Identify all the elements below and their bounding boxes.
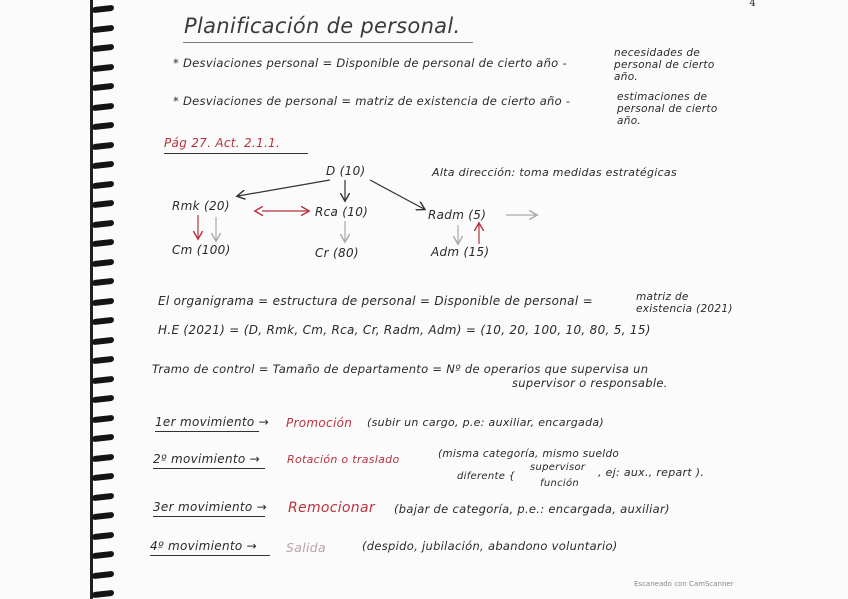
arrow-d-radm [370,180,424,209]
page-reference: Pág 27. Act. 2.1.1. [164,136,281,150]
org-cm: Cm (100) [172,243,231,257]
movement-1-label: 1er movimiento → [155,415,269,429]
rotation-option-1: supervisor [530,462,586,473]
arrow-d-rmk [238,180,330,196]
corner-mark: 4 [749,0,756,9]
page-title: Planificación de personal. [184,14,461,38]
movement-3-keyword: Remocionar [288,500,375,516]
organigram-line-2: H.E (2021) = (D, Rmk, Cm, Rca, Cr, Radm, Adm) = (10, 20, 100, 10, 80, 5, 15) [158,323,651,337]
org-adm: Adm (15) [431,245,490,259]
movement-3-underline [153,516,265,517]
org-note: Alta dirección: toma medidas estratégicas [432,166,677,179]
movement-4-underline [150,555,270,556]
movement-4-label: 4º movimiento → [150,539,257,553]
rotation-example: , ej: aux., repart ). [598,466,705,479]
movement-1-underline [155,431,259,432]
rotation-option-2: función [540,478,580,489]
org-cr: Cr (80) [315,246,359,260]
definition-2-note: estimaciones de personal de cierto año. [617,91,718,127]
rotation-prefix: diferente { [457,471,516,482]
org-radm: Radm (5) [428,208,487,222]
org-director: D (10) [326,164,366,178]
movement-2-detail: (misma categoría, mismo sueldo [438,448,620,460]
organigram-line-1-end: matriz de existencia (2021) [636,291,733,315]
scanner-watermark: Escaneado con CamScanner [634,580,734,588]
movement-2-keyword: Rotación o traslado [287,453,400,466]
org-rmk: Rmk (20) [172,199,230,213]
movement-2-underline [153,468,265,469]
movement-2-label: 2º movimiento → [153,452,260,466]
movement-4-keyword: Salida [286,540,326,555]
movement-1-keyword: Promoción [286,416,353,430]
movement-3-detail: (bajar de categoría, p.e.: encargada, auxiliar) [394,502,670,516]
definition-2-term: * Desviaciones de personal = matriz de existencia de cierto año - [173,94,571,108]
control-line-2: supervisor o responsable. [512,376,668,390]
movement-4-detail: (despido, jubilación, abandono voluntario) [362,539,618,553]
org-rca: Rca (10) [315,205,369,219]
organigram-line-1: El organigrama = estructura de personal = Disponible de personal = [158,294,593,308]
movement-3-label: 3er movimiento → [153,500,267,514]
movement-1-detail: (subir un cargo, p.e: auxiliar, encargada) [367,416,604,429]
control-line-1: Tramo de control = Tamaño de departamento = Nº de operarios que supervisa un [152,362,649,376]
definition-1-note: necesidades de personal de cierto año. [614,47,715,83]
definition-1-term: * Desviaciones personal = Disponible de personal de cierto año - [173,56,567,70]
